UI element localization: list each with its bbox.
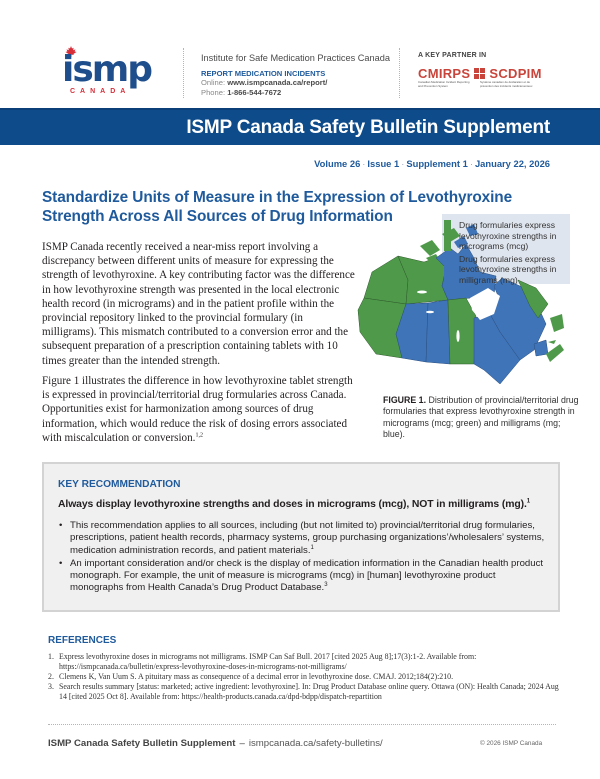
- legend-item-mg: Drug formularies express levothyroxine strengths in milligrams (mg): [444, 254, 594, 286]
- citation-ref[interactable]: 1,2: [195, 432, 203, 439]
- key-recommendation-box: [42, 462, 560, 612]
- footer-title: ISMP Canada Safety Bulletin Supplement: [48, 738, 236, 749]
- key-recommendation-heading: KEY RECOMMENDATION: [58, 479, 181, 490]
- legend-swatch-blue: [444, 254, 451, 285]
- footer-url-link[interactable]: ismpcanada.ca/safety-bulletins/: [248, 738, 383, 749]
- phone-number[interactable]: 1-866-544-7672: [227, 87, 282, 97]
- cmirps-subtitle: Canadian Medication Incident Reporting and Prevention System: [418, 80, 470, 88]
- region-saskatchewan: [426, 300, 450, 364]
- copyright: © 2026 ISMP Canada: [480, 740, 543, 747]
- issue-number: Issue 1: [367, 158, 400, 169]
- figure-caption: [383, 395, 583, 440]
- online-label: Online:: [201, 78, 226, 87]
- institute-name: Institute for Safe Medication Practices Canada: [201, 53, 390, 63]
- report-url-link[interactable]: www.ismpcanada.ca/report/: [227, 78, 328, 87]
- body-paragraph-2: Figure 1 illustrates the difference in how levothyroxine tablet strength is expressed in provincial/territorial drug formularies across Canada. Opportunities exist for harmonization among sources of drug information, which would reduce the risk of dosing errors associated with miscalculation or conversion.$^{1,2}$: [42, 375, 353, 444]
- issue-line: Volume 26 · Issue 1 · Supplement 1 · January 22, 2026: [314, 158, 550, 169]
- partner-block: [418, 52, 588, 88]
- region-pei: [548, 340, 556, 344]
- issue-date: January 22, 2026: [474, 158, 550, 169]
- phone-label: Phone:: [201, 87, 226, 97]
- page-footer: [48, 738, 568, 752]
- reference-item[interactable]: 1. Express levothyroxine doses in micrograms not milligrams. ISMP Can Saf Bull. 2017 [cited 2025 Aug 8];17(3):1-2. Available from: https://ismpcanada.ca/bulletin/express-levothyroxine-doses-in-micrograms-not-milligrams/: [48, 652, 477, 671]
- bullet-icon: •: [59, 520, 63, 531]
- cmirps-name: CMIRPS: [418, 66, 471, 81]
- references-heading: REFERENCES: [48, 635, 117, 646]
- legend-swatch-green: [444, 220, 451, 251]
- report-heading: REPORT MEDICATION INCIDENTS: [201, 69, 326, 78]
- scdpim-subtitle: Système canadien de déclaration et de prévention des incidents médicamenteux: [480, 80, 533, 88]
- map-legend: [444, 220, 594, 288]
- citation-ref[interactable]: 1: [526, 498, 531, 505]
- partner-label: A KEY PARTNER IN: [418, 52, 487, 59]
- reference-item: 2. Clemens K, Van Uum S. A pituitary mass as consequence of a decimal error in levothyroxine dose. CMAJ. 2012;184(2):210.: [48, 672, 454, 681]
- region-nova-scotia: [546, 344, 564, 362]
- ismp-canada-logo[interactable]: [62, 46, 154, 98]
- references-list: [48, 652, 568, 702]
- phone-row: [201, 88, 391, 98]
- cmirps-logo[interactable]: [418, 67, 588, 80]
- logo-wordmark: ismp: [62, 49, 152, 90]
- bulletin-banner: [0, 108, 600, 145]
- reference-item[interactable]: 3. Search results summary [status: marketed; active ingredient: levothyroxine]. In: Drug Product Database online query. Ottawa (ON): Health Canada; 2024 Aug 14 [cited 2025 Oct 8]. Available from: https://health-products.canada.ca/dpd-bdpp/dispatch-repartition: [48, 682, 559, 701]
- logo-subtext: CANADA: [70, 88, 131, 95]
- online-row: [201, 78, 391, 88]
- article-title: Standardize Units of Measure in the Expression of Levothyroxine Strength Across All Sources of Drug Information: [42, 189, 513, 225]
- recommendation-bullet: • This recommendation applies to all sources, including (but not limited to) provincial/territorial drug formularies, prescriptions, patient health records, pharmacy systems, group purchasing organizations’/wholesalers’ systems, medication administration records, and patient materials.$^1$: [59, 520, 545, 556]
- key-recommendation-statement: Always display levothyroxine strengths and doses in micrograms (mcg), NOT in milligrams (mg).$^1$: [58, 498, 531, 510]
- footer-divider: [48, 724, 556, 725]
- page-header: [0, 0, 600, 108]
- citation-ref[interactable]: 3: [324, 582, 328, 589]
- banner-title: ISMP Canada Safety Bulletin Supplement: [186, 117, 550, 138]
- header-divider: [183, 48, 184, 98]
- bullet-icon: •: [59, 557, 63, 569]
- cmirps-emblem-icon: [474, 68, 485, 79]
- recommendation-list: [58, 520, 548, 596]
- figure-label: FIGURE 1.: [383, 395, 427, 405]
- volume: Volume 26: [314, 158, 361, 169]
- recommendation-bullet: • An important consideration and/or check is the display of medication information in the Canadian health product monograph. For example, the unit of measure is micrograms (mcg) in [human] levothyroxine product monographs from Health Canada’s Drug Product Database.$^3$: [59, 557, 544, 594]
- scdpim-name: SCDPIM: [489, 66, 542, 81]
- report-contact-block: [201, 52, 391, 97]
- supplement-number: Supplement 1: [406, 158, 468, 169]
- body-paragraph-1: ISMP Canada recently received a near-miss report involving a discrepancy between different units of measure for expressing the strength of levothyroxine. A key contributing factor was the difference in how levothyroxine strength was presented in the local electronic health record (in micrograms) and in the patient profile within the provincial repository linked to the provincial formulary (in milligrams). This mismatch contributed to a conversion error and the subsequent preparation of a prescription containing tablets with 10 times greater than the intended strength.: [42, 241, 355, 367]
- figure-caption-text: Distribution of provincial/territorial drug formularies that express levothyroxine strength in micrograms (mcg; green) and milligrams (mg; blue).: [383, 395, 579, 439]
- citation-ref[interactable]: 1: [310, 544, 314, 551]
- legend-item-mcg: Drug formularies express levothyroxine strengths in micrograms (mcg): [444, 220, 594, 252]
- partner-subtitles: [418, 81, 588, 88]
- footer-text: ISMP Canada Safety Bulletin Supplement – ismpcanada.ca/safety-bulletins/: [48, 738, 383, 749]
- header-divider: [399, 48, 400, 98]
